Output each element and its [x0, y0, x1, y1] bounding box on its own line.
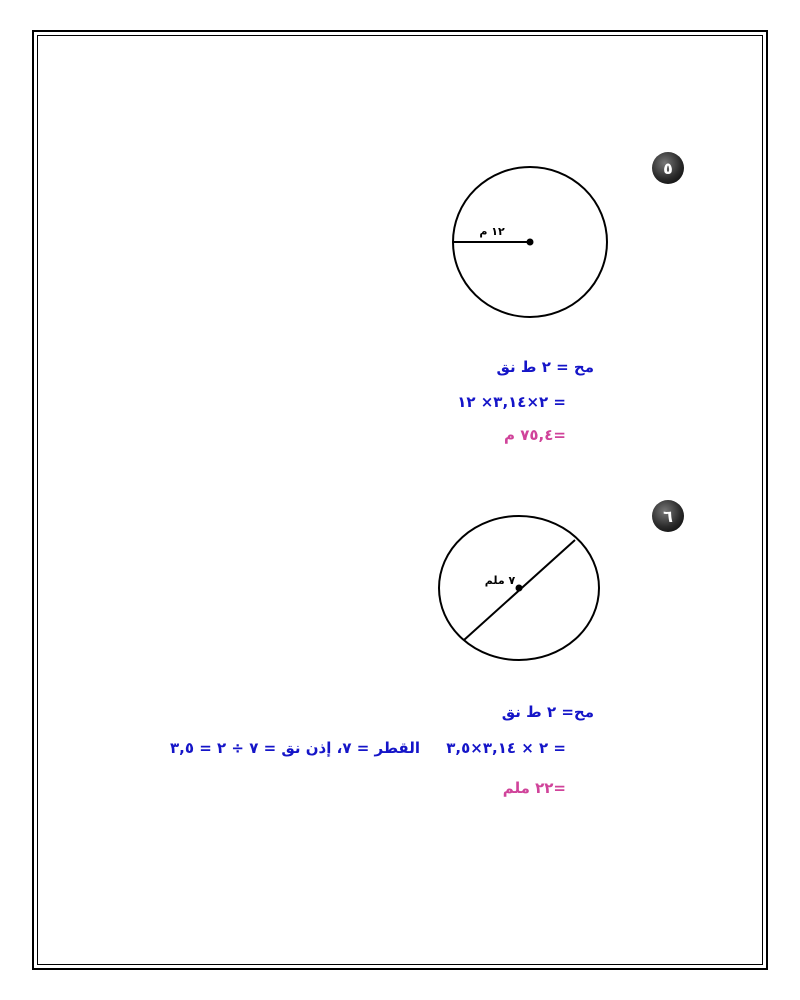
problem-6-diameter-note: القطر = ٧، إذن نق = ٧ ÷ ٢ = ٣,٥	[170, 739, 420, 757]
problem-6-substitution: = ٢ × ٣,١٤×٣,٥	[446, 739, 566, 757]
problem-6-result: =٢٢ ملم	[502, 779, 566, 797]
problem-5-formula: مح = ٢ ط نق	[496, 358, 594, 376]
problem-5-number: ٥	[663, 158, 673, 178]
problem-6-formula: مح= ٢ ط نق	[501, 703, 594, 721]
radius-label-5: ١٢ م	[479, 225, 505, 238]
problem-5-result: =٧٥,٤ م	[504, 426, 566, 444]
problem-5-substitution: = ٢×٣,١٤× ١٢	[457, 393, 566, 411]
center-point-6	[516, 585, 523, 592]
diameter-label-6: ٧ ملم	[484, 574, 516, 587]
problem-6-number: ٦	[663, 506, 673, 526]
